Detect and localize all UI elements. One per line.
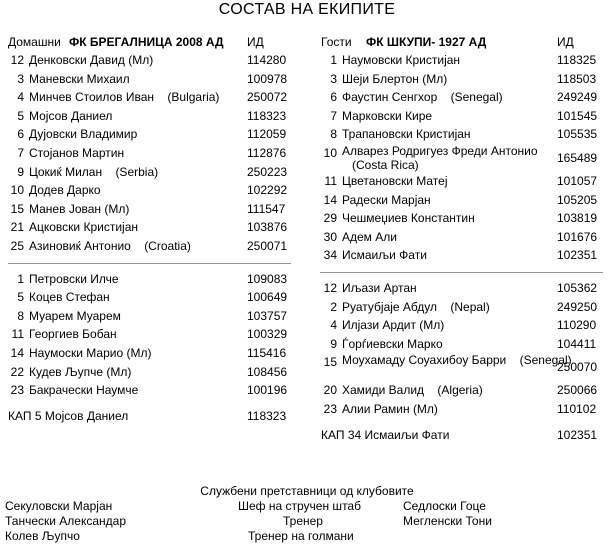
away-team-header <box>318 33 608 51</box>
player-row <box>5 218 290 237</box>
player-name: Илјази Ардит (Мл) <box>342 318 445 333</box>
player-id: 105205 <box>557 192 598 207</box>
player-id: 115416 <box>247 345 287 360</box>
player-row <box>5 163 290 182</box>
player-name: Петровски Илче <box>29 271 119 286</box>
player-id: 110102 <box>557 401 597 416</box>
player-name-cell <box>342 51 460 70</box>
player-id: 109083 <box>247 271 288 286</box>
player-name-cell <box>29 363 131 382</box>
player-row <box>5 144 290 163</box>
player-name: Алии Рамин (Мл) <box>342 401 438 416</box>
player-row <box>5 88 290 107</box>
player-name: Радески Марјан <box>342 192 431 207</box>
player-name: Чешмеџиев Константин <box>342 211 475 226</box>
player-id: 118503 <box>557 71 597 86</box>
player-id: 110290 <box>557 318 597 333</box>
player-id: 104411 <box>557 336 597 351</box>
role-coach: Тренер <box>283 514 323 528</box>
player-name: Азиновиќ Антонио <box>29 238 131 253</box>
player-name-cell <box>342 400 438 419</box>
player-name: Ѓорѓиевски Марко <box>342 336 443 351</box>
player-number: 11 <box>324 173 337 188</box>
player-row <box>5 307 290 326</box>
player-row <box>5 288 290 307</box>
player-name: Фаустин Сенгхор <box>342 90 438 105</box>
player-name-cell <box>29 344 151 363</box>
player-id: 108456 <box>247 364 288 379</box>
player-row <box>5 325 290 344</box>
player-name-cell <box>342 298 490 317</box>
player-name-cell <box>29 237 191 256</box>
home-label: Домашни <box>8 35 61 49</box>
player-id: 103876 <box>247 220 288 235</box>
player-id: 250070 <box>557 360 598 375</box>
player-row <box>318 316 608 335</box>
player-name-cell <box>342 246 427 265</box>
home-captain-text: КАП 5 Мојсов Даниел <box>8 408 129 423</box>
player-number: 25 <box>10 238 24 253</box>
player-row <box>318 400 608 419</box>
player-name: Алварез Родригуез Фреди Антонио <box>342 143 538 158</box>
player-id: 165489 <box>557 150 598 165</box>
player-name-cell <box>342 316 444 335</box>
player-name-cell <box>29 144 124 163</box>
player-name-cell <box>29 381 138 400</box>
player-name: Марковски Кире <box>342 108 433 123</box>
player-name: Трапановски Кристијан <box>342 127 471 142</box>
player-row <box>318 209 608 228</box>
player-number: 4 <box>330 318 337 333</box>
home-captain <box>5 407 290 425</box>
player-row <box>5 270 290 289</box>
home-starters-list <box>5 51 290 256</box>
player-number: 7 <box>330 108 337 123</box>
player-number: 8 <box>330 127 337 142</box>
player-row <box>5 363 290 382</box>
player-number: 14 <box>10 345 24 360</box>
player-number: 12 <box>323 280 337 295</box>
player-number: 14 <box>323 192 337 207</box>
player-name: Минчев Стоилов Иван <box>29 90 155 105</box>
player-id: 100329 <box>247 327 288 342</box>
player-name-cell <box>342 228 397 247</box>
role-head-coach: Шеф на стручен штаб <box>238 499 361 513</box>
player-row <box>5 51 290 70</box>
player-number: 2 <box>330 299 337 314</box>
player-name-cell <box>342 279 417 298</box>
role-goalkeeper-coach: Тренер на голмани <box>248 529 354 543</box>
player-id: 118325 <box>557 53 597 67</box>
player-name-cell <box>29 51 153 70</box>
player-row <box>5 381 290 400</box>
home-team-column <box>5 33 290 425</box>
player-row <box>318 298 608 317</box>
player-name-cell <box>342 191 431 210</box>
player-number: 23 <box>10 383 24 398</box>
player-name: Руатубјаје Абдул <box>342 299 438 314</box>
player-row <box>5 181 290 200</box>
player-number: 9 <box>17 164 24 179</box>
home-id-header: ИД <box>247 35 264 49</box>
away-id-header: ИД <box>557 35 574 49</box>
player-number: 5 <box>17 108 24 123</box>
player-name-cell <box>29 307 121 326</box>
player-id: 100649 <box>247 290 288 305</box>
player-row <box>318 335 608 354</box>
player-name-cell <box>342 335 443 354</box>
player-name: Наумовски Кристијан <box>342 53 461 67</box>
home-team-name: ФК БРЕГАЛНИЦА 2008 АД <box>69 35 224 49</box>
player-name-cell <box>29 107 112 126</box>
player-id: 250223 <box>247 164 288 179</box>
officials-title: Службени претставници од клубовите <box>200 484 414 498</box>
player-name: Манев Јован (Мл) <box>29 201 130 216</box>
player-name: Коцев Стефан <box>29 290 110 305</box>
player-id: 103757 <box>247 308 288 323</box>
player-name-cell <box>342 88 503 107</box>
player-name-cell <box>29 200 129 219</box>
player-row <box>318 107 608 126</box>
player-number: 3 <box>330 71 337 86</box>
player-row <box>318 228 608 247</box>
player-row <box>318 51 608 70</box>
player-number: 15 <box>10 201 24 216</box>
player-name-cell <box>342 172 448 191</box>
player-number: 11 <box>11 327 24 342</box>
away-subs-list <box>318 279 608 419</box>
away-captain-text: КАП 34 Исмаиљи Фати <box>321 427 450 442</box>
player-id: 101676 <box>557 229 598 244</box>
player-country: (Serbia) <box>115 164 159 179</box>
player-number: 29 <box>323 211 337 226</box>
player-id: 118323 <box>247 108 287 123</box>
player-row <box>318 125 608 144</box>
player-id: 101057 <box>557 173 598 188</box>
player-number: 6 <box>330 90 337 105</box>
player-id: 100196 <box>247 383 288 398</box>
player-row <box>318 191 608 210</box>
player-name-cell <box>342 209 475 228</box>
player-row <box>5 125 290 144</box>
player-name: Адем Али <box>342 229 397 244</box>
home-official-3: Колев Љупчо <box>5 529 80 543</box>
player-row <box>5 237 290 256</box>
player-row <box>318 70 608 89</box>
player-number: 1 <box>330 53 337 67</box>
player-number: 34 <box>323 248 337 263</box>
player-name-cell <box>342 381 483 400</box>
player-name: Наумоски Марио (Мл) <box>29 345 152 360</box>
player-id: 112876 <box>247 145 287 160</box>
player-id: 250071 <box>247 238 288 253</box>
player-number: 23 <box>323 401 337 416</box>
player-name-cell <box>29 88 219 107</box>
player-country: (Costa Rica) <box>352 157 419 172</box>
player-name: Додев Дарко <box>29 183 101 198</box>
player-row <box>318 279 608 298</box>
player-name-cell <box>342 125 471 144</box>
player-number: 10 <box>323 145 337 160</box>
player-id: 111547 <box>247 201 286 216</box>
player-name: Шеји Блертон (Мл) <box>342 71 448 86</box>
player-row <box>318 172 608 191</box>
player-id: 112059 <box>247 127 287 142</box>
player-country: (Senegal) <box>519 353 572 368</box>
player-name: Маневски Михаил <box>29 71 130 86</box>
player-name-cell <box>29 125 137 144</box>
player-number: 20 <box>323 383 337 398</box>
divider <box>320 272 603 273</box>
player-number: 4 <box>17 90 24 105</box>
player-name: Георгиев Бобан <box>29 327 117 342</box>
player-name: Хамиди Валид <box>342 383 425 398</box>
player-row <box>5 70 290 89</box>
player-number: 22 <box>10 364 24 379</box>
player-country: (Croatia) <box>144 238 191 253</box>
player-number: 8 <box>17 308 24 323</box>
player-number: 12 <box>10 53 24 67</box>
player-id: 250066 <box>557 383 598 398</box>
away-starters-list <box>318 51 608 265</box>
player-row <box>318 246 608 265</box>
divider <box>8 263 291 264</box>
player-name: Денковски Давид (Мл) <box>29 53 154 67</box>
player-name-cell <box>342 353 577 367</box>
player-name-cell <box>29 163 158 182</box>
home-official-1: Секуловски Марјан <box>5 499 113 513</box>
away-team-name: ФК ШКУПИ- 1927 АД <box>366 35 487 49</box>
player-name-cell <box>29 181 101 200</box>
player-name: Муарем Муарем <box>29 308 121 323</box>
player-name: Ацковски Кристијан <box>29 220 138 235</box>
away-captain-id: 102351 <box>557 427 598 442</box>
away-label: Гости <box>321 35 352 49</box>
away-captain <box>318 426 608 444</box>
player-id: 100978 <box>247 71 288 86</box>
page-title: СОСТАВ НА ЕКИПИТЕ <box>218 1 396 18</box>
player-name: Цокиќ Милан <box>29 164 103 179</box>
player-row <box>318 353 608 381</box>
home-team-header <box>5 33 290 51</box>
player-name: Исмаиљи Фати <box>342 248 427 263</box>
player-country: (Algeria) <box>437 383 483 398</box>
player-id: 102292 <box>247 183 288 198</box>
player-row <box>318 381 608 400</box>
player-number: 6 <box>17 127 24 142</box>
player-id: 250072 <box>247 90 288 105</box>
player-name: Кудев Љупче (Мл) <box>29 364 132 379</box>
player-name-cell <box>342 107 432 126</box>
player-row <box>318 144 608 172</box>
player-name-cell <box>29 288 110 307</box>
away-team-column <box>318 33 608 444</box>
player-name: Моухамаду Соуахибоу Барри <box>342 353 507 368</box>
player-id: 249250 <box>557 299 598 314</box>
player-name-cell <box>29 218 138 237</box>
player-number: 7 <box>17 145 24 160</box>
player-number: 3 <box>17 71 24 86</box>
home-official-2: Танчески Александар <box>5 514 127 528</box>
player-name-cell <box>342 144 577 172</box>
player-id: 101545 <box>557 108 598 123</box>
home-captain-id: 118323 <box>247 408 287 423</box>
player-id: 105362 <box>557 280 598 295</box>
player-name: Мојсов Даниел <box>29 108 113 123</box>
player-number: 15 <box>323 355 337 370</box>
player-row <box>5 344 290 363</box>
player-name: Дујовски Владимир <box>29 127 138 142</box>
player-number: 10 <box>10 183 24 198</box>
player-row <box>5 107 290 126</box>
away-official-1: Седлоски Гоце <box>403 499 486 513</box>
player-name: Стојанов Мартин <box>29 145 125 160</box>
player-id: 105535 <box>557 127 598 142</box>
player-row <box>5 200 290 219</box>
player-name-cell <box>342 70 447 89</box>
player-number: 1 <box>17 271 24 286</box>
player-number: 5 <box>17 290 24 305</box>
player-name-cell <box>29 325 117 344</box>
player-id: 249249 <box>557 90 598 105</box>
player-country: (Bulgaria) <box>167 90 220 105</box>
player-id: 114280 <box>247 53 287 67</box>
player-number: 21 <box>10 220 24 235</box>
player-number: 9 <box>330 336 337 351</box>
player-name: Иљази Артан <box>342 280 417 295</box>
player-name: Цветановски Матеј <box>342 173 448 188</box>
away-official-2: Мегленски Тони <box>403 514 492 528</box>
player-id: 102351 <box>557 248 598 263</box>
player-id: 103819 <box>557 211 598 226</box>
player-name-cell <box>29 270 119 289</box>
home-subs-list <box>5 270 290 400</box>
player-row <box>318 88 608 107</box>
club-officials <box>0 483 614 544</box>
player-number: 30 <box>323 229 337 244</box>
player-name: Бакрачески Наумче <box>29 383 139 398</box>
player-country: (Nepal) <box>450 299 490 314</box>
player-name-cell <box>29 70 130 89</box>
player-country: (Senegal) <box>450 90 503 105</box>
